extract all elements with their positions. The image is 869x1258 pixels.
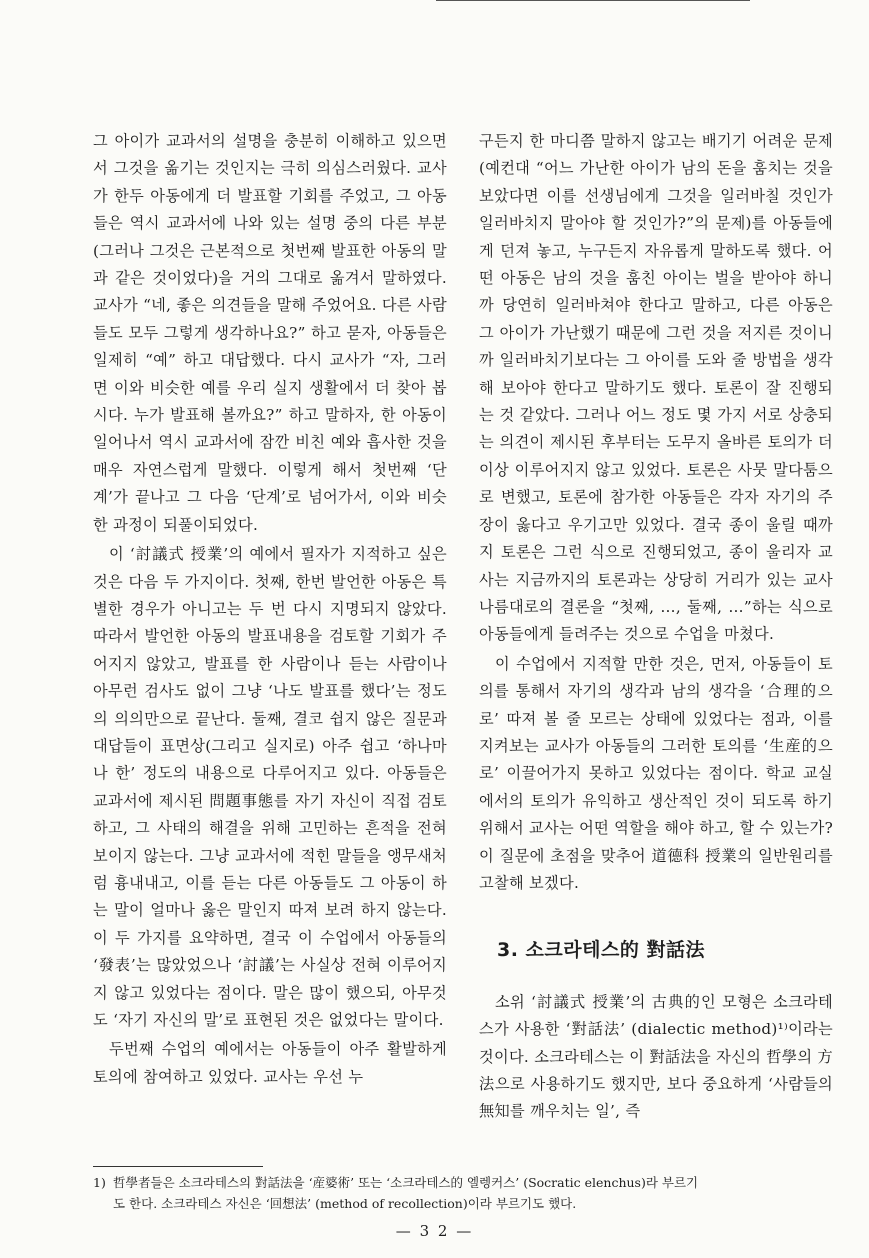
page-number: — 3 2 —	[395, 1222, 474, 1240]
section-heading: 3. 소크라테스的 對話法	[497, 939, 705, 962]
footnote-rule	[93, 1166, 263, 1167]
top-rule	[436, 0, 750, 1]
paragraph: 소위 ‘討議式 授業’의 古典的인 모형은 소크라테스가 사용한 ‘對話法’ (dialectic method)¹⁾이라는 것이다. 소크라테스는 이 對話法을 자신의 哲學의 方法으로 사용하기도 했지만, 보다 중요하게 ‘사람들의 無知를 깨우치는 일’, 즉	[479, 992, 833, 1121]
footnote-line: 哲學者들은 소크라테스의 對話法을 ‘産婆術’ 또는 ‘소크라테스的 엘렝커스’ (Socratic elenchus)라 부르기	[113, 1175, 699, 1190]
footnote-line: 도 한다. 소크라테스 자신은 ‘回想法’ (method of recollection)이라 부르기도 했다.	[113, 1196, 577, 1211]
paragraph: 구든지 한 마디쯤 말하지 않고는 배기기 어려운 문제(예컨대 “어느 가난한 아이가 남의 돈을 훔치는 것을 보았다면 이를 선생님에게 그것을 일러바칠 것인가 일러바치지 말아야 할 것인가?”의 문제)를 아동들에게 던져 놓고, 누구든지 자유롭게 말하도록 했다. 어떤 아동은 남의 것을 훔친 아이는 벌을 받아야 하니까 당연히 일러바쳐야 한다고 말하고, 다른 아동은 그 아이가 가난했기 때문에 그런 것을 저지른 것이니까 일러바치기보다는 그 아이를 도와 줄 방법을 생각해 보아야 한다고 말하기도 했다. 토론이 잘 진행되는 것 같았다. 그러나 어느 정도 몇 가지 서로 상충되는 의견이 제시된 후부터는 도무지 올바른 토의가 더 이상 이루어지지 않고 있었다. 토론은 사뭇 말다툼으로 변했고, 토론에 참가한 아동들은 각자 자기의 주장이 옳다고 우기고만 있었다. 결국 종이 울릴 때까지 토론은 그런 식으로 진행되었고, 종이 울리자 교사는 지금까지의 토론과는 상당히 거리가 있는 교사 나름대로의 결론을 “첫째, …, 둘째, …”하는 식으로 아동들에게 들려주는 것으로 수업을 마쳤다.	[479, 132, 833, 644]
paragraph: 두번째 수업의 예에서는 아동들이 아주 활발하게 토의에 참여하고 있었다. 교사는 우선 누	[93, 1040, 447, 1086]
paragraph: 이 수업에서 지적할 만한 것은, 먼저, 아동들이 토의를 통해서 자기의 생각과 남의 생각을 ‘合理的으로’ 따져 볼 줄 모르는 상태에 있었다는 점과, 이를 지켜보는 교사가 아동들의 그러한 토의를 ‘生産的으로’ 이끌어가지 못하고 있었다는 점이다. 학교 교실에서의 토의가 유익하고 생산적인 것이 되도록 하기 위해서 교사는 어떤 역할을 해야 하고, 할 수 있는가? 이 질문에 초점을 맞추어 道德科 授業의 일반원리를 고찰해 보겠다.	[479, 654, 834, 892]
paragraph: 그 아이가 교과서의 설명을 충분히 이해하고 있으면서 그것을 옮기는 것인지는 극히 의심스러웠다. 교사가 한두 아동에게 더 발표할 기회를 주었고, 그 아동들은 역시 교과서에 나와 있는 설명 중의 다른 부분(그러나 그것은 근본적으로 첫번째 발표한 아동의 말과 같은 것이었다)을 거의 그대로 옮겨서 말하였다. 교사가 “네, 좋은 의견들을 말해 주었어요. 다른 사람들도 모두 그렇게 생각하나요?” 하고 묻자, 아동들은 일제히 “예” 하고 대답했다. 다시 교사가 “자, 그러면 이와 비슷한 예를 우리 실지 생활에서 더 찾아 봅시다. 누가 발표해 볼까요?” 하고 말하자, 한 아동이 일어나서 역시 교과서에 잠깐 비친 예와 흡사한 것을 매우 자연스럽게 말했다. 이렇게 해서 첫번째 ‘단계’가 끝나고 그 다음 ‘단계’로 넘어가서, 이와 비슷한 과정이 되풀이되었다.	[93, 132, 447, 534]
paragraph: 이 ‘討議式 授業’의 예에서 필자가 지적하고 싶은 것은 다음 두 가지이다. 첫째, 한번 발언한 아동은 특별한 경우가 아니고는 두 번 다시 지명되지 않았다. 따라서 발언한 아동의 발표내용을 검토할 기회가 주어지지 않았고, 발표를 한 사람이나 듣는 사람이나 아무런 검사도 없이 그냥 ‘나도 발표를 했다’는 정도의 의의만으로 끝난다. 둘째, 결코 쉽지 않은 질문과 대답들이 표면상(그리고 실지로) 아주 쉽고 ‘하나마나 한’ 정도의 내용으로 다루어지고 있다. 아동들은 교과서에 제시된 問題事態를 자기 자신이 직접 검토하고, 그 사태의 해결을 위해 고민하는 흔적을 전혀 보이지 않는다. 그냥 교과서에 적힌 말들을 앵무새처럼 흉내내고, 이를 듣는 다른 아동들도 그 아동이 하는 말이 얼마나 옳은 말인지 따져 보려 하지 않는다. 이 두 가지를 요약하면, 결국 이 수업에서 아동들의 ‘發表’는 많았었으나 ‘討議’는 사실상 전혀 이루어지지 않고 있었다는 점이다. 말은 많이 했으되, 아무것도 ‘자기 자신의 말’로 표현된 것은 없었다는 말이다.	[93, 545, 447, 1029]
footnote	[93, 1172, 833, 1214]
left-column	[93, 128, 447, 1091]
right-column	[479, 128, 833, 1126]
footnote-number: 1)	[93, 1175, 106, 1190]
